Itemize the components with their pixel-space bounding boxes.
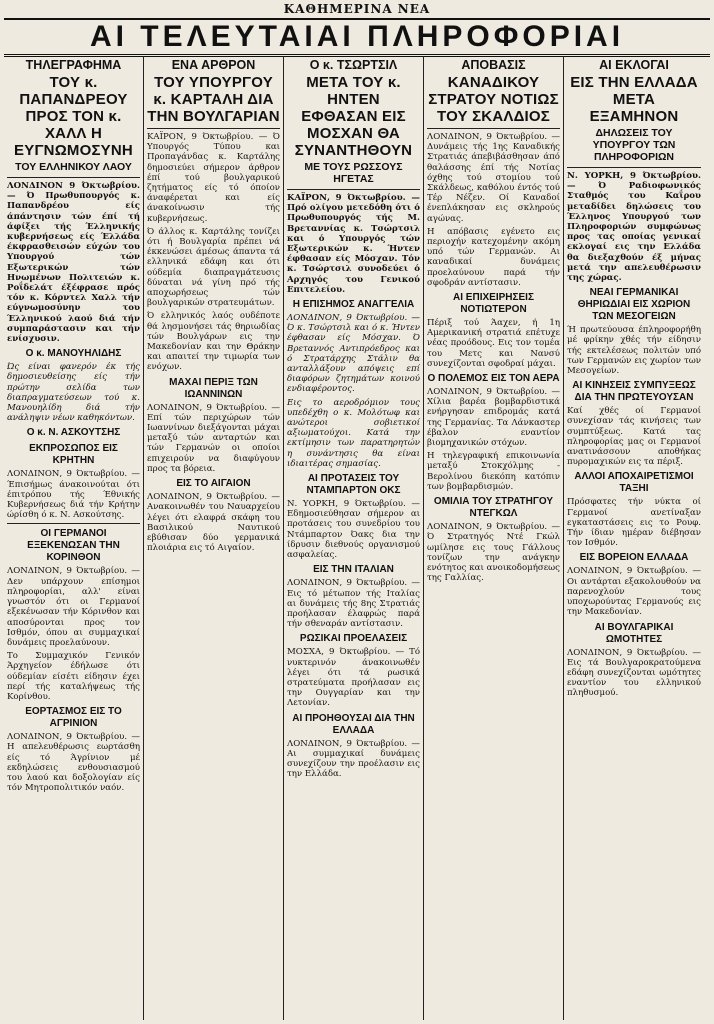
kicker: ΑΠΟΒΑΣΙΣ: [461, 58, 526, 72]
article-paragraph: ΛΟΝΔΙΝΟΝ, 9 Όκτωβρίου. — Έπισήμως άνακοινούται ότι έπιτρόπου τής Έθνικής Κυβερνήσεως διά τήν Κρήτην ώρίσθη ό κ. Ν. Ασκούτσης.: [7, 469, 140, 521]
divider: [147, 128, 280, 129]
article-paragraph: Πέριξ τού Άαχεν, ή 1η Αμερικανική στρατιά επέτυχε νέας προόδους. Εις τον τομέα του Μετς και Νανσύ συνεχίζονται σφοδραί μάχαι.: [427, 318, 560, 369]
column-3: [284, 56, 424, 1020]
section-title: Ο κ. Ν. ΑΣΚΟΥΤΣΗΣ: [26, 427, 121, 439]
column-4: [424, 56, 564, 1020]
article-paragraph: Καί χθές οί Γερμανοί συνεχίσαν τάς κινήσεις των συμπτύξεως. Κατά τας πληροφορίας μας οι Γερμανοί ανατινάσσουν αποθήκας πυρομαχικών εις τα πέριξ.: [567, 406, 701, 468]
article-paragraph: ΛΟΝΔΙΝΟΝ, 9 Όκτωβρίου. — Ανακοινωθέν του Ναυαρχείου λέγει ότι ελαφρά σκάφη του Βασιλικού Ναυτικού εβύθισαν δύο γερμανικά πλοιάρια εις τό Αιγαίον.: [147, 492, 280, 554]
article-paragraph: Ό ελληνικός λαός ουδέποτε θά λησμονήσει τάς θηριωδίας τών Βουλγάρων εις την Μακεδονίαν και την Θράκην και απαιτεί την τιμωρία των ενόχων.: [147, 311, 280, 373]
column-5: [564, 56, 704, 1020]
section-title: ΟΙ ΓΕΡΜΑΝΟΙ ΕΞΕΚΕΝΩΣΑΝ ΤΗΝ ΚΟΡΙΝΘΟΝ: [27, 528, 120, 564]
headline: ΤΟΥ κ. ΠΑΠΑΝΔΡΕΟΥ ΠΡΟΣ ΤΟΝ κ. ΧΑΛΛ Η ΕΥΓΝΩΜΟΣΥΝΗ: [14, 74, 133, 159]
divider: [7, 177, 140, 178]
news-columns: [4, 56, 710, 1020]
section-title: Η ΕΠΙΣΗΜΟΣ ΑΝΑΓΓΕΛΙΑ: [292, 299, 415, 311]
article-paragraph: Η τηλεγραφική επικοινωνία μεταξύ Στοκχόλμης - Βερολίνου διεκόπη κατόπιν των βομβαρδισμών.: [427, 451, 560, 492]
article-paragraph: ΛΟΝΔΙΝΟΝ, 9 Όκτωβρίου. — Η απελευθέρωσις εωρτάσθη είς τό Άγρίνιον μέ εκδηλώσεις ενθουσιασμού του λαού και δοξολογίαν είς τόν Μητροπολιτικόν ναόν.: [7, 732, 140, 794]
article-paragraph: ΛΟΝΔΙΝΟΝ, 9 Όκτωβρίου. — Δυνάμεις τής 1ης Καναδικής Στρατιάς άπεβιβάσθησαν άπό θαλάσσης έπί τής Νοτίας όχθης τού στομίου τού Σκάλδεως, καθόλου έντός τού Τέρ Νέζεν. Οί Καναδοί ένεπλάκησαν εις σκληρούς αγώνας.: [427, 132, 560, 224]
banner-title: ΑΙ ΤΕΛΕΥΤΑΙΑΙ ΠΛΗΡΟΦΟΡΙΑΙ: [89, 20, 625, 53]
divider: [7, 523, 140, 524]
section-title: ΝΕΑΙ ΓΕΡΜΑΝΙΚΑΙ ΘΗΡΙΩΔΙΑΙ ΕΙΣ ΧΩΡΙΟΝ ΤΩΝ ΜΕΣΟΓΕΙΩΝ: [577, 287, 691, 323]
section-title: ΟΜΙΛΙΑ ΤΟΥ ΣΤΡΑΤΗΓΟΥ ΝΤΕΓΚΩΛ: [433, 496, 554, 520]
section-title: ΕΟΡΤΑΣΜΟΣ ΕΙΣ ΤΟ ΑΓΡΙΝΙΟΝ: [25, 706, 122, 730]
divider: [567, 167, 701, 168]
article-paragraph: ΛΟΝΔΙΝΟΝ, 9 Όκτωβρίου. — Αι συμμαχικαί δυνάμεις συνεχίζουν την προέλασιν εις την Ελλάδα.: [287, 738, 420, 780]
article-paragraph: Ή πρωτεύουσα έπληροφορήθη μέ φρίκην χθές τήν είδησιν τής εκτελέσεως πολιτών υπό των Γερμανών εις χωρίον των Μεσογείων.: [567, 325, 701, 377]
article-paragraph: ΛΟΝΔΙΝΟΝ, 9 Όκτωβρίου. — Χίλια βαρέα βομβαρδιστικά ενήργησαν επιδρομάς κατά της Γερμανίας. Τα Λάνκαστερ έβαλον εναντίον βιομηχανικών στόχων.: [427, 387, 560, 449]
section-title: Ο ΠΟΛΕΜΟΣ ΕΙΣ ΤΟΝ ΑΕΡΑ: [427, 373, 560, 385]
article-paragraph: ΚΑΪΡΟΝ, 9 Όκτωβρίου. — Ό Υπουργός Τύπου και Προπαγάνδας κ. Καρτάλης δημοσιεύει σήμερον άρθρον έπί τού βουλγαρικού ζητήματος είς τό όποίον άναφέρεται και είς άνακοίνωσιν τής κυβερνήσεως.: [147, 132, 280, 224]
section-title: ΜΑΧΑΙ ΠΕΡΙΞ ΤΩΝ ΙΩΑΝΝΙΝΩΝ: [169, 376, 258, 400]
article-paragraph: Ν. ΥΟΡΚΗ, 9 Όκτωβρίου. — Εδημοσιεύθησαν σήμερον αι προτάσεις του συνεδρίου του Ντάμπαρτον Όακς δια την ίδρυσιν διεθνούς οργανισμού ασφαλείας.: [287, 499, 420, 561]
column-2: [144, 56, 284, 1020]
divider: [287, 189, 420, 190]
article-paragraph: ΛΟΝΔΙΝΟΝ, 9 Όκτωβρίου. — Οι αντάρται εξακολουθούν να παρενοχλούν τους υποχωρούντας Γερμανούς εις την Μακεδονίαν.: [567, 566, 701, 618]
article-paragraph: ΛΟΝΔΙΝΟΝ, 9 Όκτωβρίου. — Δεν υπάρχουν επίσημοι πληροφορίαι, αλλ' είναι γνωστόν ότι οι Γερμανοί εξεκένωσαν τήν Κόρινθον και αποσύρονται προς τον Ισθμόν, όπου αι συμμαχικαί δυνάμεις προελαύνουν.: [7, 566, 140, 648]
section-title: ΕΙΣ ΤΟ ΑΙΓΑΙΟΝ: [176, 478, 251, 490]
section-title: Ο κ. ΜΑΝΟΥΗΛΙΔΗΣ: [25, 348, 122, 360]
article-paragraph: Πρόσφατες τήν νύκτα οί Γερμανοί ανετίναξαν εγκαταστάσεις εις το Ρουφ. Τήν ίδιαν ημέραν διέβησαν τον Ισθμόν.: [567, 497, 701, 549]
section-title: ΑΙ ΠΡΟΗΘΟΥΣΑΙ ΔΙΑ ΤΗΝ ΕΛΛΑΔΑ: [292, 712, 415, 736]
headline: ΚΑΝΑΔΙΚΟΥ ΣΤΡΑΤΟΥ ΝΟΤΙΩΣ ΤΟΥ ΣΚΑΛΔΙΟΣ: [428, 74, 559, 125]
kicker: Ο κ. ΤΣΩΡΤΣΙΛ: [309, 58, 398, 72]
article-paragraph: Το Συμμαχικόν Γενικόν Άρχηγείον έδήλωσε ότι ούδεμίαν είσέτι είδησιν έχει περί τής καταλήψεως τής Κορίνθου.: [7, 651, 140, 702]
article-paragraph: ΛΟΝΔΙΝΟΝ, 9 Όκτωβρίου. — Εις τό μέτωπον τής Ιταλίας αι δυνάμεις τής 8ης Στρατιάς προήλασαν έλαφρώς παρά τήν σθεναράν αντίστασιν.: [287, 578, 420, 630]
article-paragraph: ΛΟΝΔΙΝΟΝ, 9 Όκτωβρίου. — Ό Στρατηγός Ντέ Γκώλ ωμίλησε εις τους Γάλλους τονίζων την ανάγκην ενότητος και ανοικοδομήσεως της Γαλλίας.: [427, 522, 560, 584]
newspaper-masthead: ΚΑΘΗΜΕΡΙΝΑ ΝΕΑ: [283, 2, 431, 16]
kicker: ΤΗΛΕΓΡΑΦΗΜΑ: [25, 58, 122, 72]
kicker: ΕΝΑ ΑΡΘΡΟΝ: [171, 58, 256, 72]
front-banner: [4, 18, 710, 57]
article-paragraph: Ν. ΥΟΡΚΗ, 9 Όκτωβρίου. — Ό Ραδιοφωνικός Σταθμός του Καΐρου μεταδίδει δηλώσεις του Έλληνος Υπουργού των Πληροφοριών συμφώνως προς τας οποίας γενικαί εκλογαί εις την Ελλάδα θα διεξαχθούν έξ μήνας μετά την απελευθέρωσιν της χώρας.: [567, 171, 701, 284]
article-paragraph: Εις το αεροδρόμιον τους υπεδέχθη ο κ. Μολότωφ και ανώτεροι σοβιετικοί αξιωματούχοι. Κατά την εκτίμησιν των παρατηρητών η συνάντησις θα είναι ιδιαιτέρας σημασίας.: [287, 397, 420, 469]
article-paragraph: ΛΟΝΔΙΝΟΝ, 9 Όκτωβρίου. — Ό κ. Τσώρτσιλ και ό κ. Ήντεν έφθασαν είς Μόσχαν. Ό Βρεταννός Αντιπρόεδρος και ό Στρατάρχης Στάλιν θα ανταλλάξουν απόψεις επί διαφόρων ζητημάτων κοινού ενδιαφέροντος.: [287, 313, 420, 395]
column-1: [4, 56, 144, 1020]
section-title: ΕΙΣ ΤΗΝ ΙΤΑΛΙΑΝ: [313, 564, 394, 576]
headline: ΜΕΤΑ ΤΟΥ κ. ΗΝΤΕΝ ΕΦΘΑΣΑΝ ΕΙΣ ΜΟΣΧΑΝ ΘΑ ΣΥΝΑΝΤΗΘΟΥΝ: [294, 74, 413, 159]
section-title: ΕΙΣ ΒΟΡΕΙΟΝ ΕΛΛΑΔΑ: [579, 552, 689, 564]
headline: ΤΟΥ ΥΠΟΥΡΓΟΥ κ. ΚΑΡΤΑΛΗ ΔΙΑ ΤΗΝ ΒΟΥΛΓΑΡΙΑΝ: [147, 74, 280, 125]
section-title: ΕΚΠΡΟΣΩΠΟΣ ΕΙΣ ΚΡΗΤΗΝ: [29, 443, 118, 467]
headline: ΕΙΣ ΤΗΝ ΕΛΛΑΔΑ ΜΕΤΑ ΕΞΑΜΗΝΟΝ: [570, 74, 698, 125]
subheadline: ΜΕ ΤΟΥΣ ΡΩΣΣΟΥΣ ΗΓΕΤΑΣ: [304, 161, 403, 185]
section-title: ΡΩΣΙΚΑΙ ΠΡΟΕΛΑΣΕΙΣ: [299, 633, 408, 645]
article-paragraph: ΚΑΪΡΟΝ, 9 Όκτωβρίου. — Πρό ολίγου μετεδόθη ότι ό Πρωθυπουργός τής Μ. Βρεταννίας κ. Τσώρτσιλ και ό Υπουργός τών Εξωτερικών κ. Ήντεν έφθασαν είς Μόσχαν. Τόν κ. Τσώρτσιλ συνοδεύει ό Αρχηγός του Γενικού Επιτελείου.: [287, 193, 420, 295]
section-title: ΑΙ ΕΠΙΧΕΙΡΗΣΕΙΣ ΝΟΤΙΩΤΕΡΟΝ: [453, 292, 534, 316]
article-paragraph: ΜΟΣΧΑ, 9 Όκτωβρίου. — Τό νυκτερινόν άνακοινωθέν λέγει ότι τά ρωσικά στρατεύματα προήλασαν εις την Ουγγαρίαν και την Λετονίαν.: [287, 647, 420, 709]
section-title: ΑΛΛΟΙ ΑΠΟΧΑΙΡΕΤΙΣΜΟΙ ΤΑΞΗΙ: [574, 471, 694, 495]
subheadline: ΤΟΥ ΕΛΛΗΝΙΚΟΥ ΛΑΟΥ: [15, 161, 132, 173]
article-paragraph: ΛΟΝΔΙΝΟΝ, 9 Όκτωβρίου. — Εις τά Βουλγαροκρατούμενα εδάφη συνεχίζονται ωμότητες εναντίον του ελληνικού πληθυσμού.: [567, 647, 701, 699]
article-paragraph: ΛΟΝΔΙΝΟΝ, 9 Όκτωβρίου. — Επί τών περιχώρων τών Ιωαννίνων διεξάγονται μάχαι μεταξύ τών ανταρτών και τών Γερμανών οι οποίοι επιχειρούν να διαφύγουν προς τα βόρεια.: [147, 402, 280, 474]
section-title: ΑΙ ΒΟΥΛΓΑΡΙΚΑΙ ΩΜΟΤΗΤΕΣ: [594, 621, 674, 645]
article-paragraph: Ώς είναι φανερόν έκ τής δημοσιευθείσης είς τήν πρώτην σελίδα των διαπραγματεύσεων τού κ. Μανουηλίδη διά τήν ανάληψιν νέων καθηκόντων.: [7, 362, 140, 424]
kicker: ΑΙ ΕΚΛΟΓΑΙ: [599, 58, 669, 72]
article-paragraph: Ό άλλος κ. Καρτάλης τονίζει ότι ή Βουλγαρία πρέπει νά έκκενώσει άμέσως άπαντα τά ελληνικά εδάφη και ότι ούδεμία διαπραγμάτευσις δύναται νά γίνη πρό τής αποχωρήσεως τών βουλγαρικών στρατευμάτων.: [147, 226, 280, 309]
section-title: ΑΙ ΠΡΟΤΑΣΕΙΣ ΤΟΥ ΝΤΑΜΠΑΡΤΟΝ ΟΚΣ: [306, 473, 401, 497]
article-paragraph: Η απόβασις εγένετο εις περιοχήν κατεχομένην ακόμη υπό τών Γερμανών. Αι καναδικαί δυνάμεις προελαύνουν παρά τήν σφοδράν αντίστασιν.: [427, 226, 560, 288]
subheadline: ΔΗΛΩΣΕΙΣ ΤΟΥ ΥΠΟΥΡΓΟΥ ΤΩΝ ΠΛΗΡΟΦΟΡΙΩΝ: [592, 127, 676, 163]
article-paragraph: ΛΟΝΔΙΝΟΝ 9 Όκτωβρίου. — Ό Πρωθυπουργός κ. Παπανδρέου είς άπάντησιν τών έπί τή άφίξει τής Έλληνικής κυβερνήσεως είς Έλλάδα έκφρασθεισών εύχών του Υπουργού τών Εξωτερικών τών Ηνωμένων Πολιτειών κ. Ροΐδελάτ έξέφρασε πρός τόν κ. Κόρντελ Χαλλ τήν εύγνωμοσύνην του Έλληνικού λαού διά τήν συμπαράστασιν και τήν ενίσχυσιν.: [7, 181, 140, 345]
section-title: ΑΙ ΚΙΝΗΣΕΙΣ ΣΥΜΠΥΞΕΩΣ ΔΙΑ ΤΗΝ ΠΡΩΤΕΥΟΥΣΑΝ: [572, 380, 696, 404]
divider: [427, 128, 560, 129]
